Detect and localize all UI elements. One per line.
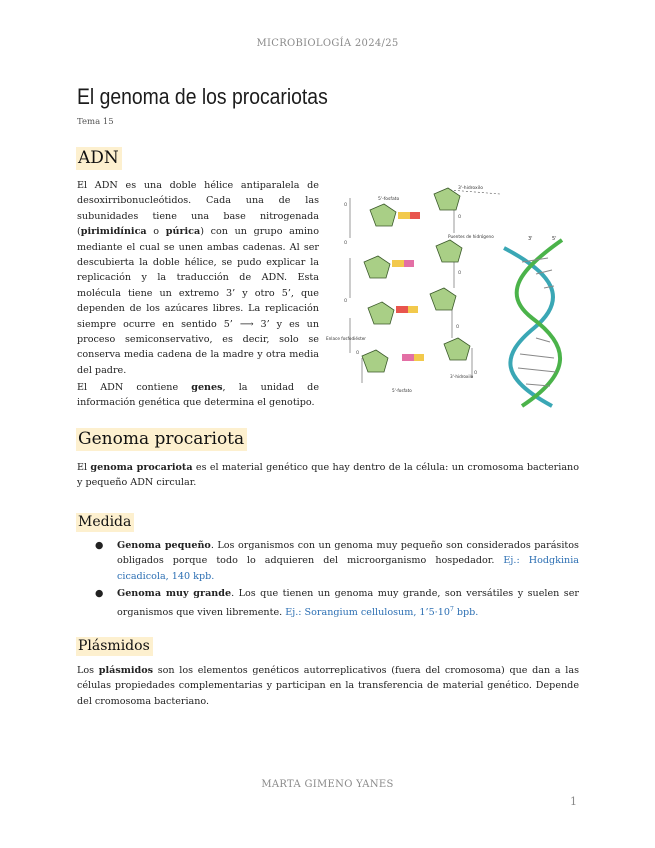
adn-p2-bold: genes bbox=[191, 382, 223, 393]
sugar-left-2 bbox=[364, 256, 390, 278]
section-medida bbox=[76, 511, 134, 531]
item2-link-exponent: 7 bbox=[449, 605, 454, 613]
base-pair-2 bbox=[392, 260, 414, 267]
adn-paragraph-1 bbox=[77, 178, 319, 378]
adn-paragraph-2 bbox=[77, 380, 319, 411]
plasmidos-paragraph bbox=[77, 663, 579, 709]
label-5-phosphate: 5'-fosfato bbox=[378, 197, 400, 202]
sugar-left-4 bbox=[362, 350, 388, 372]
svg-text:O: O bbox=[344, 202, 348, 207]
base-a-2 bbox=[392, 260, 404, 267]
adn-p2-text-1: El ADN contiene bbox=[77, 382, 192, 393]
genoma-paragraph bbox=[77, 460, 579, 491]
sugar-left-1 bbox=[370, 204, 396, 226]
base-c-4 bbox=[402, 354, 414, 361]
page-subtitle: Tema 15 bbox=[77, 117, 114, 127]
sugar-right-1 bbox=[434, 188, 460, 210]
item2-bold: Genoma muy grande bbox=[117, 588, 232, 600]
double-helix bbox=[504, 240, 562, 406]
section-genoma bbox=[76, 429, 247, 449]
label-backbone: Enlace fosfodiéster bbox=[326, 336, 367, 341]
section-plasmidos bbox=[76, 635, 153, 655]
helix-strand-2 bbox=[517, 240, 562, 406]
section-adn bbox=[76, 148, 122, 168]
plasmidos-text-1: Los bbox=[77, 665, 99, 676]
heading-plasmidos: Plásmidos bbox=[76, 637, 153, 656]
base-pair-3 bbox=[396, 306, 418, 313]
svg-text:O: O bbox=[344, 240, 348, 245]
sugar-right-4 bbox=[444, 338, 470, 360]
list-item bbox=[95, 586, 579, 620]
sugar-left-3 bbox=[368, 302, 394, 324]
item2-link-part-a: Ej.: Sorangium cellulosum, 1’5·10 bbox=[285, 606, 450, 618]
label-5-phosphate-bottom: 5'-fosfato bbox=[392, 388, 412, 393]
base-t-1 bbox=[410, 212, 420, 219]
dna-structure-figure bbox=[322, 178, 580, 408]
bullet-icon: ● bbox=[95, 540, 104, 551]
page-number: 1 bbox=[570, 795, 577, 808]
item1-text: . Los organismos con un genoma muy pequeño son considerados parásitos obligados porque todo lo adquieren del microorganismo hospedador. bbox=[117, 540, 579, 567]
label-end-3-top: 3' bbox=[528, 236, 533, 242]
left-backbone bbox=[350, 198, 362, 383]
base-a-3 bbox=[408, 306, 418, 313]
label-3-hydroxyl-bottom: 3'-hidroxilo bbox=[450, 374, 474, 379]
page-title: El genoma de los procariotas bbox=[77, 84, 328, 109]
page-footer: MARTA GIMENO YANES bbox=[261, 779, 394, 790]
plasmidos-bold: plásmidos bbox=[98, 665, 154, 676]
adn-p1-text-1: El ADN es una doble hélice antiparalela de desoxirribonucleótidos. Cada una de las subunidades tiene una base nitrogenada ( bbox=[77, 180, 319, 238]
base-a-4 bbox=[414, 354, 424, 361]
adn-p1-text-3: ) con un grupo amino mediante el cual se unen ambas cadenas. Al ser descubierta la doble hélice, se pudo explicar la replicación y la traducción de ADN. Esta molécula tiene un extremo 3’ y otro 5’, que dependen de los azúcares libres. La replicación siempre ocurre en sentido 5’ ⟶ 3’ y es un proceso semiconservativo, es decir, solo se conserva media cadena de la madre y otra media del padre. bbox=[77, 226, 319, 376]
item2-link[interactable] bbox=[285, 607, 478, 618]
base-pair-1 bbox=[398, 212, 420, 219]
base-pair-4 bbox=[402, 354, 424, 361]
item1-link[interactable]: Ej.: Hodgkinia cicadicola, 140 kpb. bbox=[117, 555, 579, 582]
svg-text:O: O bbox=[474, 370, 478, 375]
heading-medida: Medida bbox=[76, 513, 134, 532]
bullet-icon: ● bbox=[95, 588, 104, 600]
heading-adn: ADN bbox=[76, 147, 122, 170]
svg-text:O: O bbox=[456, 324, 460, 329]
base-c-2 bbox=[404, 260, 414, 267]
sugar-right-3 bbox=[430, 288, 456, 310]
svg-text:O: O bbox=[356, 350, 360, 355]
genoma-bold: genoma procariota bbox=[90, 462, 193, 473]
adn-p1-bold-2: púrica bbox=[165, 226, 201, 238]
base-a-1 bbox=[398, 212, 410, 219]
label-hbonds: Puentes de hidrógeno bbox=[448, 234, 494, 239]
base-t-3 bbox=[396, 306, 408, 313]
label-end-5-top: 5' bbox=[552, 236, 557, 242]
svg-text:O: O bbox=[458, 270, 462, 275]
list-item bbox=[95, 538, 579, 584]
item2-link-part-b: bpb. bbox=[453, 606, 479, 618]
plasmidos-text-2: son los elementos genéticos autorreplicativos (fuera del cromosoma) que dan a las células propiedades complementarias y participan en la transferencia de material genético. Depende del cromosoma bacteriano. bbox=[77, 665, 579, 707]
label-3-hydroxyl-top: 3'-hidroxilo bbox=[458, 186, 483, 191]
svg-text:O: O bbox=[458, 214, 462, 219]
adn-p1-bold-1: pirimidínica bbox=[80, 226, 147, 238]
adn-p1-text-2: o bbox=[146, 226, 166, 238]
medida-list bbox=[95, 538, 579, 622]
genoma-text-1: El bbox=[77, 462, 91, 473]
page-header: MICROBIOLOGÍA 2024/25 bbox=[256, 38, 399, 49]
sugar-right-2 bbox=[436, 240, 462, 262]
heading-genoma-procariota: Genoma procariota bbox=[76, 428, 247, 451]
item1-bold: Genoma pequeño bbox=[117, 540, 211, 551]
item2-text: . Los que tienen un genoma muy grande, son versátiles y suelen ser organismos que viven libremente. bbox=[117, 588, 579, 618]
adn-p2-text-2: , la unidad de información genética que determina el genotipo. bbox=[77, 382, 319, 409]
genoma-text-2: es el material genético que hay dentro de la célula: un cromosoma bacteriano y pequeño ADN circular. bbox=[77, 462, 579, 489]
svg-text:O: O bbox=[344, 298, 348, 303]
